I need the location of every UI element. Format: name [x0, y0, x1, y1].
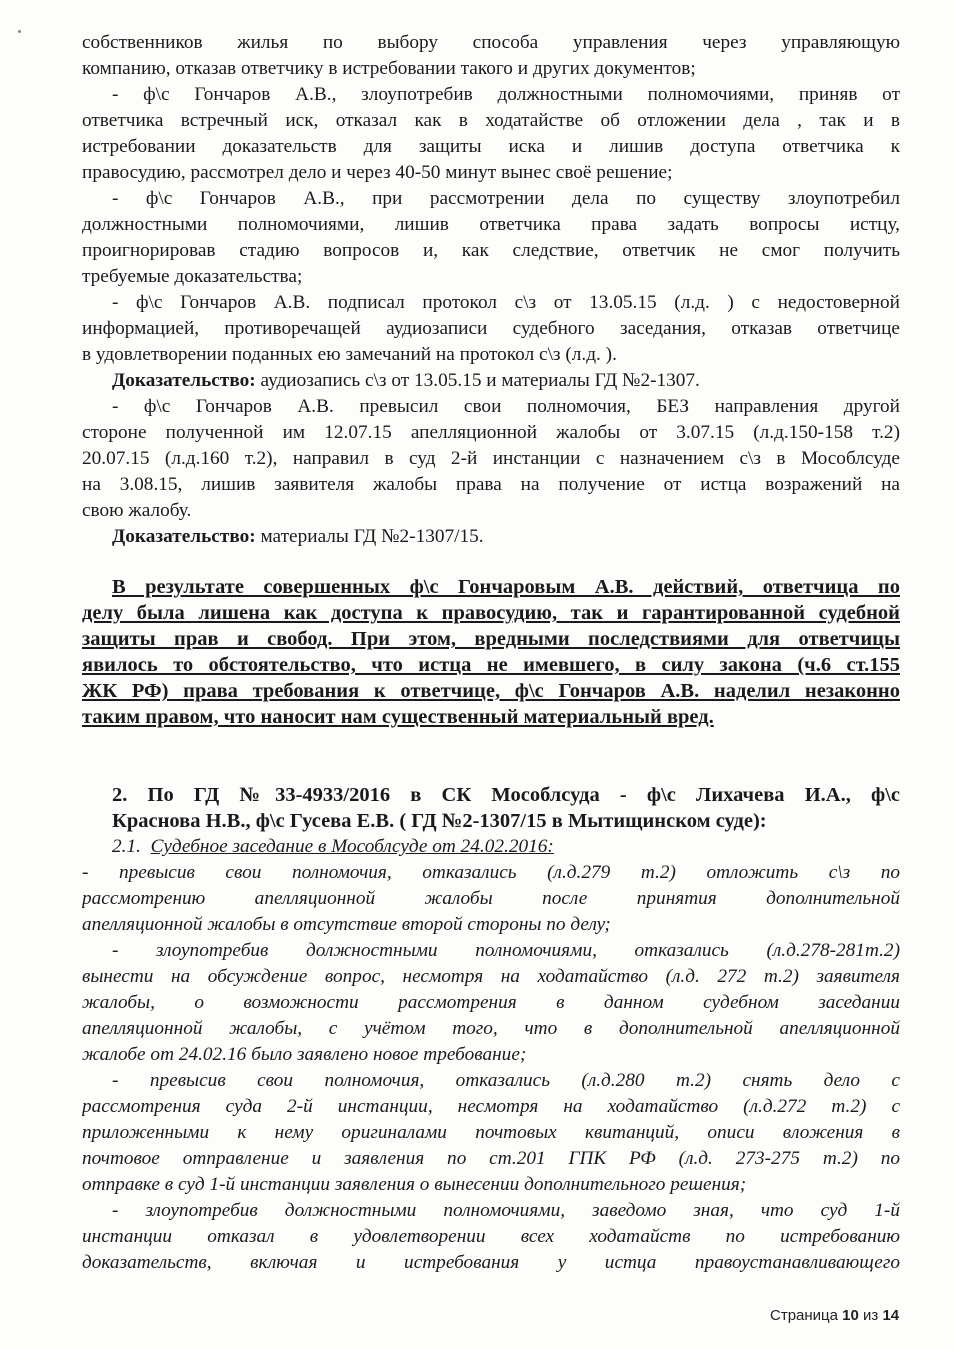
text-line: жалобы, о возможности рассмотрения в данном судебном заседании [82, 992, 900, 1013]
text-line: апелляционной жалобы в отсутствие второй стороны по делу; [82, 914, 611, 935]
text-line: - злоупотребив должностными полномочиями, заведомо зная, что суд 1-й [112, 1200, 900, 1221]
text-line: жалобе от 24.02.16 было заявлено новое требование; [82, 1044, 527, 1065]
evidence-text: материалы ГД №2-1307/15. [255, 526, 484, 547]
text-line: в удовлетворении поданных ею замечаний на протокол с\з (л.д. ). [82, 344, 617, 365]
conclusion-line: защиты прав и свобод. При этом, вредными последствиями для ответчицы [82, 628, 900, 650]
evidence-text: аудиозапись с\з от 13.05.15 и материалы ГД №2-1307. [255, 370, 700, 391]
text-line: вынести на обсуждение вопрос, несмотря на ходатайство (л.д. 272 т.2) заявителя [82, 966, 900, 987]
text-line: - ф\с Гончаров А.В., злоупотребив должностными полномочиями, приняв от [112, 84, 900, 105]
text-line: свою жалобу. [82, 500, 192, 521]
page-number-total: 14 [882, 1307, 900, 1324]
evidence-label: Доказательство: [112, 370, 256, 391]
evidence-line [112, 368, 900, 394]
text-line: доказательств, включая и истребования у истца правоустанавливающего [82, 1252, 900, 1273]
text-line: ответчика встречный иск, отказал как в ходатайстве об отложении дела , так и в [82, 110, 900, 131]
text-line: - ф\с Гончаров А.В., при рассмотрении дела по существу злоупотребил [112, 188, 900, 209]
text-line: - ф\с Гончаров А.В. превысил свои полномочия, БЕЗ направления другой [112, 396, 900, 417]
text-line: стороне полученной им 12.07.15 апелляционной жалобы от 3.07.15 (л.д.150-158 т.2) [82, 422, 900, 443]
text-line: инстанции отказал в удовлетворении всех ходатайств по истребованию [82, 1226, 900, 1247]
evidence-label: Доказательство: [112, 526, 256, 547]
conclusion-line: явилось то обстоятельство, что истца не имевшего, в силу закона (ч.6 ст.155 [82, 654, 900, 676]
scan-speck [18, 30, 21, 33]
conclusion-line: делу была лишена как доступа к правосудию, так и гарантированной судебной [82, 602, 900, 624]
subsection-title: Судебное заседание в Мособлсуде от 24.02.2016: [150, 836, 554, 857]
subsection-number: 2.1. [112, 836, 141, 857]
text-line: компанию, отказав ответчику в истребовании такого и других документов; [82, 58, 696, 79]
text-line: требуемые доказательства; [82, 266, 303, 287]
text-line: рассмотрению апелляционной жалобы после принятия дополнительной [82, 888, 900, 909]
conclusion-line: В результате совершенных ф\с Гончаровым А.В. действий, ответчица по [112, 576, 900, 598]
text-line: рассмотрения суда 2-й инстанции, несмотря на ходатайство (л.д.272 т.2) с [82, 1096, 900, 1117]
text-line: проигнорировав стадию вопросов и, как следствие, ответчик не смог получить [82, 240, 900, 261]
text-line: - превысив свои полномочия, отказались (л.д.280 т.2) снять дело с [112, 1070, 900, 1091]
text-line: правосудию, рассмотрел дело и через 40-50 минут вынес своё решение; [82, 162, 673, 183]
text-line: собственников жилья по выбору способа управления через управляющую [82, 32, 900, 53]
evidence-line [112, 524, 900, 550]
subsection-line [112, 834, 900, 860]
page-number-prefix: Страница [770, 1307, 843, 1324]
conclusion-line: таким правом, что наносит нам существенный материальный вред. [82, 706, 714, 728]
page-number [770, 1307, 899, 1324]
section-heading: 2. По ГД №33-4933/2016 в СК Мособлсуда - ф\с Лихачева И.А., ф\с [112, 784, 900, 806]
text-line: информацией, противоречащей аудиозаписи судебного заседания, отказав ответчице [82, 318, 900, 339]
section-heading: Краснова Н.В., ф\с Гусева Е.В. ( ГД №2-1307/15 в Мытищинском суде): [112, 810, 767, 832]
text-line: на 3.08.15, лишив заявителя жалобы права на получение от истца возражений на [82, 474, 900, 495]
text-line: приложенными к нему оригиналами почтовых квитанций, описи вложения в [82, 1122, 900, 1143]
text-line: - ф\с Гончаров А.В. подписал протокол с\з от 13.05.15 (л.д. ) с недостоверной [112, 292, 900, 313]
text-line: апелляционной жалобы, с учётом того, что в дополнительной апелляционной [82, 1018, 900, 1039]
text-line: - злоупотребив должностными полномочиями, отказались (л.д.278-281т.2) [112, 940, 900, 961]
text-line: должностными полномочиями, лишив ответчика права задать вопросы истцу, [82, 214, 900, 235]
conclusion-line: ЖК РФ) права требования к ответчице, ф\с Гончаров А.В. наделил незаконно [82, 680, 900, 702]
text-line: отправке в суд 1-й инстанции заявления о вынесении дополнительного решения; [82, 1174, 747, 1195]
page-number-current: 10 [842, 1307, 859, 1324]
page-number-of: из [858, 1307, 883, 1324]
text-line: 20.07.15 (л.д.160 т.2), направил в суд 2-й инстанции с назначением с\з в Мособлсуде [82, 448, 900, 469]
text-line: - превысив свои полномочия, отказались (л.д.279 т.2) отложить с\з по [82, 862, 900, 883]
text-line: почтовое отправление и заявления по ст.201 ГПК РФ (л.д. 273-275 т.2) по [82, 1148, 900, 1169]
text-line: истребовании доказательств для защиты иска и лишив доступа ответчика к [82, 136, 900, 157]
